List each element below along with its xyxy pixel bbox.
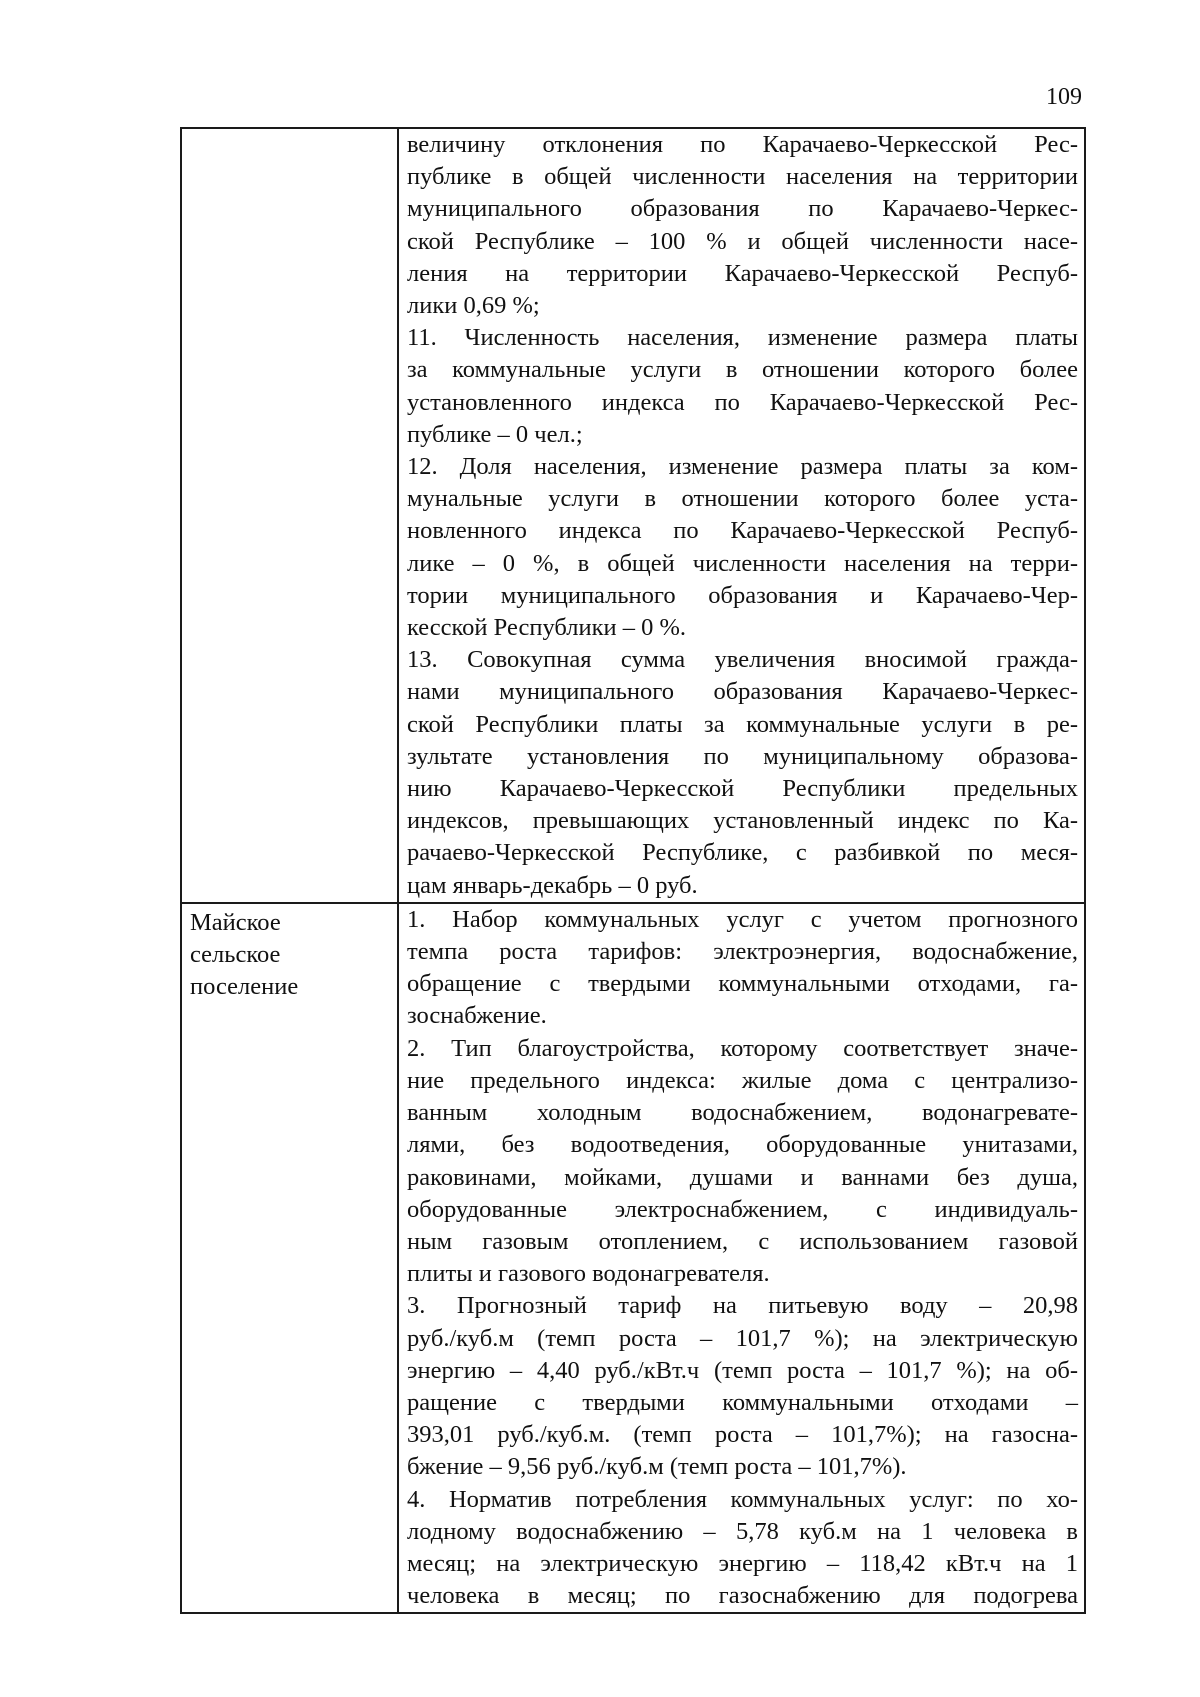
text-line: установленного индекса по Карачаево-Черкесской Рес- [407, 388, 1078, 416]
text-line: тории муниципального образования и Карачаево-Чер- [407, 581, 1078, 609]
municipality-name [182, 129, 397, 132]
text-line: кесской Республики – 0 %. [407, 614, 686, 642]
municipality-name-line: Майское [190, 908, 281, 936]
text-line: нию Карачаево-Черкесской Республики предельных [407, 775, 1078, 803]
table-row [181, 903, 1085, 1613]
text-line: нами муниципального образования Карачаево-Черкес- [407, 678, 1078, 706]
page-number: 109 [1046, 84, 1082, 110]
text-line: лодному водоснабжению – 5,78 куб.м на 1 человека в [407, 1517, 1078, 1545]
text-line: обращение с твердыми коммунальными отходами, га- [407, 970, 1078, 998]
description-text [399, 129, 1084, 902]
text-line: 2. Тип благоустройства, которому соответствует значе- [407, 1034, 1078, 1062]
text-line: плиты и газового водонагревателя. [407, 1260, 770, 1288]
text-line: муниципального образования по Карачаево-Черкес- [407, 195, 1078, 223]
table-row [181, 128, 1085, 903]
text-line: мунальные услуги в отношении которого более уста- [407, 485, 1078, 513]
municipality-name-line: сельское [190, 941, 281, 969]
text-line: публике – 0 чел.; [407, 420, 583, 448]
text-line: публике в общей численности населения на территории [407, 163, 1078, 191]
text-line: ращение с твердыми коммунальными отходами – [407, 1388, 1078, 1416]
text-line: цам январь-декабрь – 0 руб. [407, 871, 698, 899]
text-line: 4. Норматив потребления коммунальных услуг: по хо- [407, 1485, 1078, 1513]
text-line: раковинами, мойками, душами и ваннами без душа, [407, 1163, 1078, 1191]
text-line: темпа роста тарифов: электроэнергия, водоснабжение, [407, 938, 1078, 966]
text-line: оборудованные электроснабжением, с индивидуаль- [407, 1195, 1078, 1223]
text-line: ным газовым отоплением, с использованием газовой [407, 1227, 1078, 1255]
text-line: человека в месяц; по газоснабжению для подогрева [407, 1582, 1078, 1610]
text-line: 3. Прогнозный тариф на питьевую воду – 20,98 [407, 1292, 1078, 1320]
description-text [399, 904, 1084, 1612]
text-line: 12. Доля населения, изменение размера платы за ком- [407, 453, 1078, 481]
text-line: за коммунальные услуги в отношении которого более [407, 356, 1078, 384]
text-line: индексов, превышающих установленный индекс по Ка- [407, 807, 1078, 835]
text-line: лики 0,69 %; [407, 292, 540, 320]
description-cell [398, 903, 1085, 1613]
text-line: месяц; на электрическую энергию – 118,42 кВт.ч на 1 [407, 1549, 1078, 1577]
text-line: рачаево-Черкесской Республике, с разбивкой по меся- [407, 839, 1078, 867]
municipality-cell [181, 128, 398, 903]
text-line: 393,01 руб./куб.м. (темп роста – 101,7%); на газосна- [407, 1421, 1078, 1449]
municipality-name [182, 904, 397, 1004]
text-line: 1. Набор коммунальных услуг с учетом прогнозного [407, 905, 1078, 933]
text-line: бжение – 9,56 руб./куб.м (темп роста – 101,7%). [407, 1453, 907, 1481]
document-table [180, 127, 1086, 1614]
text-line: зультате установления по муниципальному образова- [407, 742, 1078, 770]
text-line: зоснабжение. [407, 1002, 547, 1030]
text-line: руб./куб.м (темп роста – 101,7 %); на электрическую [407, 1324, 1078, 1352]
text-line: лями, без водоотведения, оборудованные унитазами, [407, 1131, 1078, 1159]
text-line: новленного индекса по Карачаево-Черкесской Респуб- [407, 517, 1078, 545]
text-line: ванным холодным водоснабжением, водонагревате- [407, 1099, 1078, 1127]
text-line: ской Республики платы за коммунальные услуги в ре- [407, 710, 1078, 738]
text-line: лике – 0 %, в общей численности населения на терри- [407, 549, 1078, 577]
text-line: 13. Совокупная сумма увеличения вносимой гражда- [407, 646, 1078, 674]
text-line: ние предельного индекса: жилые дома с централизо- [407, 1066, 1078, 1094]
text-line: ской Республике – 100 % и общей численности насе- [407, 227, 1078, 255]
text-line: энергию – 4,40 руб./кВт.ч (темп роста – 101,7 %); на об- [407, 1356, 1078, 1384]
text-line: ления на территории Карачаево-Черкесской Респуб- [407, 259, 1078, 287]
municipality-cell [181, 903, 398, 1613]
text-line: 11. Численность населения, изменение размера платы [407, 324, 1078, 352]
description-cell [398, 128, 1085, 903]
municipality-name-line: поселение [190, 973, 299, 1001]
text-line: величину отклонения по Карачаево-Черкесской Рес- [407, 131, 1078, 158]
